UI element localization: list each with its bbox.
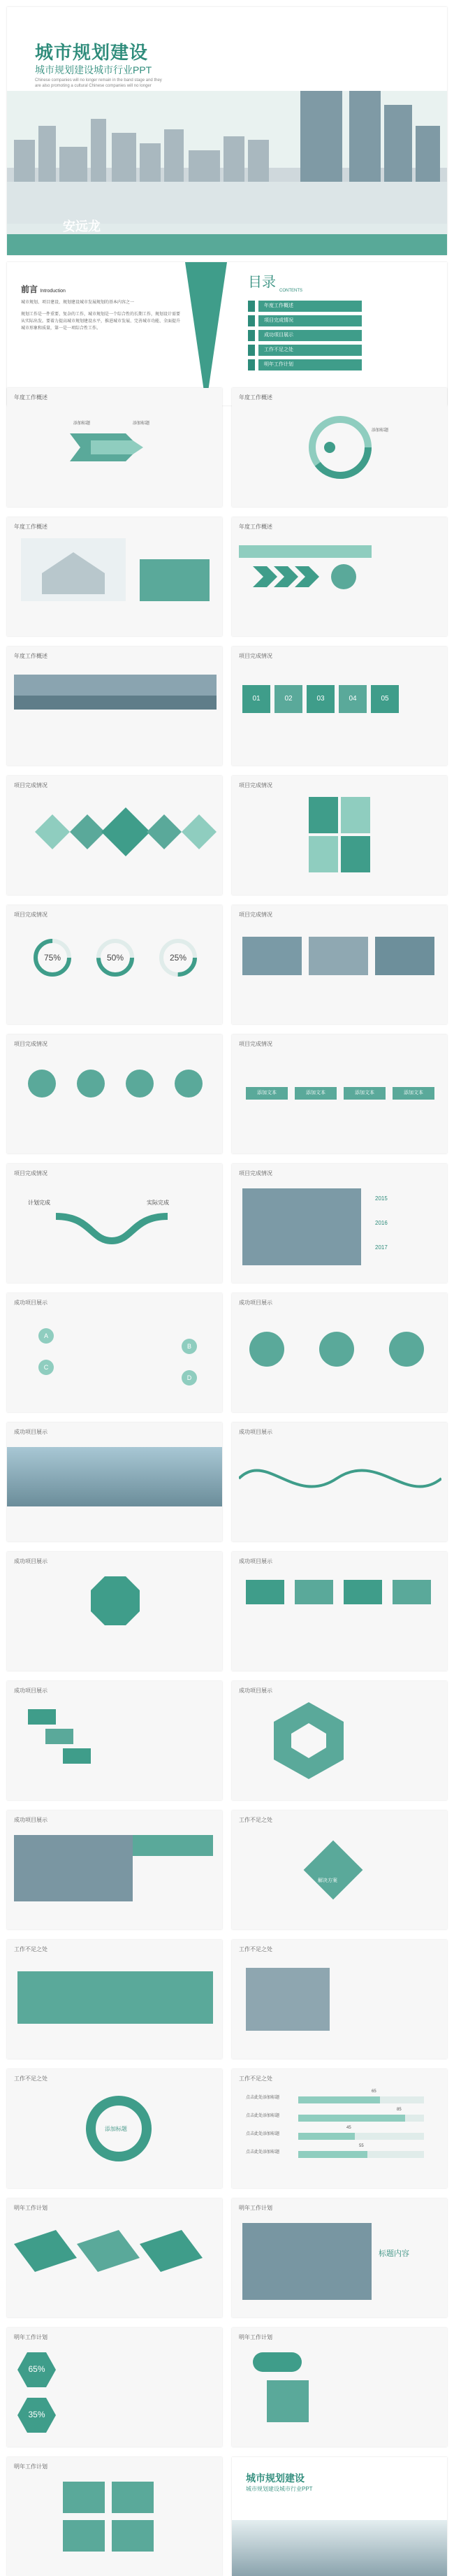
slide-title: 明年工作计划	[239, 2205, 272, 2211]
bar-row	[246, 2144, 434, 2162]
slide-flow-circles	[232, 1293, 447, 1412]
cover-tagline-1: Chinese companies will no longer remain in the band stage and they	[35, 78, 162, 82]
year-2: 2016	[375, 1220, 388, 1226]
arrow-diagram	[70, 426, 154, 468]
bar-row	[246, 2089, 434, 2108]
text-box-4: 添加文本	[393, 1087, 434, 1100]
key-box	[304, 1841, 363, 1900]
flag-3	[344, 1580, 382, 1604]
toc-item-1[interactable]: 年度工作概述	[258, 301, 362, 312]
slide-photo-grid	[232, 905, 447, 1024]
label-add-title-1: 添加标题	[73, 422, 91, 426]
actual-label: 实际完成	[147, 1200, 169, 1206]
info-panel	[133, 1835, 213, 1856]
step-02: 02	[274, 685, 302, 713]
step-04: 04	[339, 685, 367, 713]
cover-tagline-2: are also promoting a cultural Chinese companies will no longer	[35, 84, 152, 88]
slide-key-solution	[232, 1811, 447, 1929]
slide-overview-circles	[232, 388, 447, 507]
green-banner	[17, 1971, 213, 2024]
slide-title: 年度工作概述	[14, 524, 47, 530]
slide-title: 年度工作概述	[239, 524, 272, 530]
slide-overview-arrows	[7, 388, 222, 507]
slide-title: 年度工作概述	[14, 394, 47, 401]
bar-fill	[298, 2151, 367, 2158]
toc-item-3[interactable]: 成功项目展示	[258, 330, 362, 341]
hexagon-diagram	[274, 1702, 344, 1779]
chevron-diagram	[239, 538, 379, 608]
end-skyline	[232, 2520, 447, 2576]
slide-title: 项目完成情况	[14, 1170, 47, 1177]
photo-3	[375, 937, 434, 975]
label-add-title-2: 添加标题	[133, 422, 150, 426]
slide-title: 明年工作计划	[14, 2334, 47, 2340]
circle-b: B	[182, 1339, 197, 1354]
slide-abcd	[7, 1293, 222, 1412]
slide-wave	[232, 1423, 447, 1541]
label-add-title: 添加标题	[372, 429, 389, 433]
slide-title: 项目完成情况	[14, 1041, 47, 1047]
slide-title: 明年工作计划	[14, 2205, 47, 2211]
diamond-diagram	[14, 804, 217, 860]
wave-line	[239, 1451, 441, 1513]
octagon-diagram	[91, 1576, 140, 1625]
plan-shape-diagram	[253, 2352, 316, 2429]
slide-text-boxes	[232, 1035, 447, 1153]
slide-cycle	[7, 2069, 222, 2188]
slide-title: 项目完成情况	[14, 782, 47, 789]
slide-hexagon	[232, 1681, 447, 1800]
slide-title: 成功项目展示	[239, 1558, 272, 1564]
slide-title: 年度工作概述	[14, 653, 47, 659]
cover-title: 城市规划建设	[35, 42, 149, 63]
city-photo	[14, 1835, 133, 1901]
bar-label: 点击此处添加标题	[246, 2096, 280, 2100]
step-03: 03	[307, 685, 335, 713]
intro-heading: 前言 Introduction	[21, 285, 66, 294]
slide-title: 工作不足之处	[239, 2075, 272, 2082]
bar-label: 点击此处添加标题	[246, 2114, 280, 2118]
slide-zigzag	[7, 2199, 222, 2317]
info-panel	[140, 559, 210, 601]
bar-row	[246, 2108, 434, 2126]
percent-1: 75%	[43, 953, 61, 963]
cover-subtitle: 城市规划建设城市行业PPT	[35, 64, 152, 75]
intro-para-1: 城市规划、项目建设、规划建设城市发展规划的基本内容之一	[21, 301, 135, 305]
bar-value: 85	[397, 2108, 402, 2112]
bar-value: 45	[346, 2126, 351, 2130]
slide-city-photos	[7, 647, 222, 765]
solution-label: 解决方案	[318, 1878, 337, 1883]
loop-arrow	[49, 1202, 175, 1251]
text-box-3: 添加文本	[344, 1087, 386, 1100]
bar-track	[298, 2133, 424, 2140]
slide-chevrons	[232, 517, 447, 636]
step-01: 01	[242, 685, 270, 713]
slide-title: 成功项目展示	[14, 1300, 47, 1306]
box-1	[63, 2482, 105, 2513]
slide-title: 成功项目展示	[14, 1558, 47, 1564]
slide-plan-shapes	[232, 2328, 447, 2447]
bar-value: 55	[359, 2144, 364, 2148]
slide-shortfall-banner	[7, 1940, 222, 2059]
slide-title: 项目完成情况	[239, 912, 272, 918]
kpi-2: 35%	[28, 2410, 45, 2419]
end-title: 城市规划建设	[246, 2473, 305, 2484]
bar-track	[298, 2151, 424, 2158]
year-3: 2017	[375, 1244, 388, 1251]
box-2	[112, 2482, 154, 2513]
circle-a: A	[38, 1328, 54, 1344]
slide-percent-rings	[7, 905, 222, 1024]
slide-city-info	[7, 1811, 222, 1929]
slide-title: 年度工作概述	[239, 394, 272, 401]
slide-octagon	[7, 1552, 222, 1671]
city-banner-image	[7, 1447, 222, 1506]
slide-circles-row	[7, 1035, 222, 1153]
slide-title: 成功项目展示	[239, 1429, 272, 1435]
slide-title: 工作不足之处	[239, 1946, 272, 1952]
text-box-2: 添加文本	[295, 1087, 337, 1100]
slide-steps	[232, 647, 447, 765]
slide-boxes	[7, 2457, 222, 2576]
slide-title: 项目完成情况	[239, 1170, 272, 1177]
slide-title: 工作不足之处	[239, 1817, 272, 1823]
slide-title: 成功项目展示	[239, 1688, 272, 1694]
circle-1	[28, 1070, 56, 1098]
slide-title: 工作不足之处	[14, 1946, 47, 1952]
bar-label: 点击此处添加标题	[246, 2150, 280, 2154]
flow-circle-2	[319, 1332, 354, 1367]
bar-chart	[246, 2089, 434, 2171]
slide-plan-actual	[7, 1164, 222, 1283]
slide-title: 项目完成情况	[239, 653, 272, 659]
circle-4	[175, 1070, 203, 1098]
plan-label: 计划完成	[28, 1200, 50, 1206]
toc-title-en: CONTENTS	[279, 289, 302, 293]
toc-item-4[interactable]: 工作不足之处	[258, 345, 362, 356]
bar-track	[298, 2115, 424, 2122]
timeline-photo	[242, 1188, 361, 1265]
circle-2	[77, 1070, 105, 1098]
cover-slide	[7, 7, 447, 255]
slide-flags	[232, 1552, 447, 1671]
stairs-diagram	[28, 1709, 112, 1779]
slide-title: 项目完成情况	[239, 1041, 272, 1047]
slide-title: 成功项目展示	[239, 1300, 272, 1306]
slide-title: 项目完成情况	[239, 782, 272, 789]
box-3	[63, 2520, 105, 2552]
step-row	[242, 685, 399, 713]
flow-circle-1	[249, 1332, 284, 1367]
circle-c: C	[38, 1360, 54, 1375]
photo-2	[309, 937, 368, 975]
cycle-label: 添加标题	[105, 2126, 127, 2132]
percent-3: 25%	[169, 953, 187, 963]
circle-d: D	[182, 1370, 197, 1386]
bar-track	[298, 2096, 424, 2103]
percent-2: 50%	[106, 953, 124, 963]
intro-toc-slide	[7, 262, 447, 405]
box-4	[112, 2520, 154, 2552]
slide-title: 成功项目展示	[14, 1429, 47, 1435]
puzzle-diagram	[309, 797, 372, 874]
slide-stairs	[7, 1681, 222, 1800]
circle-diagram	[302, 409, 379, 486]
slide-kpi	[7, 2328, 222, 2447]
slide-title-content	[232, 2199, 447, 2317]
slide-title: 成功项目展示	[14, 1817, 47, 1823]
content-photo	[242, 2223, 372, 2300]
toc-item-5[interactable]: 明年工作计划	[258, 359, 362, 370]
kpi-1: 65%	[28, 2364, 45, 2374]
year-1: 2015	[375, 1195, 388, 1202]
bar-label: 点击此处添加标题	[246, 2132, 280, 2136]
bar-row	[246, 2126, 434, 2144]
photo-1	[242, 937, 302, 975]
slide-house	[7, 517, 222, 636]
house-image	[21, 538, 126, 601]
title-content-label: 标题内容	[379, 2250, 409, 2258]
slide-title: 工作不足之处	[14, 2075, 47, 2082]
flow-circle-3	[389, 1332, 424, 1367]
end-subtitle: 城市规划建设城市行业PPT	[246, 2486, 313, 2492]
slide-title: 项目完成情况	[14, 912, 47, 918]
circle-3	[126, 1070, 154, 1098]
slide-puzzle	[232, 776, 447, 895]
bar-fill	[298, 2115, 405, 2122]
slide-bar-chart	[232, 2069, 447, 2188]
bar-value: 65	[372, 2089, 376, 2094]
flag-2	[295, 1580, 333, 1604]
company-logo: 安远龙	[63, 220, 101, 233]
divider-triangle	[185, 262, 241, 405]
bar-fill	[298, 2133, 355, 2140]
slide-city-banner	[7, 1423, 222, 1541]
slide-diamonds	[7, 776, 222, 895]
flag-1	[246, 1580, 284, 1604]
slide-title: 明年工作计划	[239, 2334, 272, 2340]
slide-timeline-years	[232, 1164, 447, 1283]
flag-4	[393, 1580, 431, 1604]
list-photo	[246, 1968, 330, 2031]
text-box-1: 添加文本	[246, 1087, 288, 1100]
zigzag-diagram	[14, 2223, 217, 2293]
city-photo-strip	[14, 675, 217, 710]
slide-title: 成功项目展示	[14, 1688, 47, 1694]
toc-title: 目录	[248, 275, 276, 290]
step-05: 05	[371, 685, 399, 713]
slide-shortfall-list	[232, 1940, 447, 2059]
toc-item-2[interactable]: 项目完成情况	[258, 315, 362, 326]
intro-para-2: 规划工作是一件重要、复杂的工作，城市规划是一个综合性的长期工作，规划设计需要从实际出发。要着力提高城市规划建设水平，推进城市发展、完善城市功能、全面提升城市形象和质量，第一是一项综合性工作。	[21, 312, 181, 331]
slide-title: 明年工作计划	[14, 2463, 47, 2470]
slide-end	[232, 2457, 447, 2576]
bar-fill	[298, 2096, 380, 2103]
